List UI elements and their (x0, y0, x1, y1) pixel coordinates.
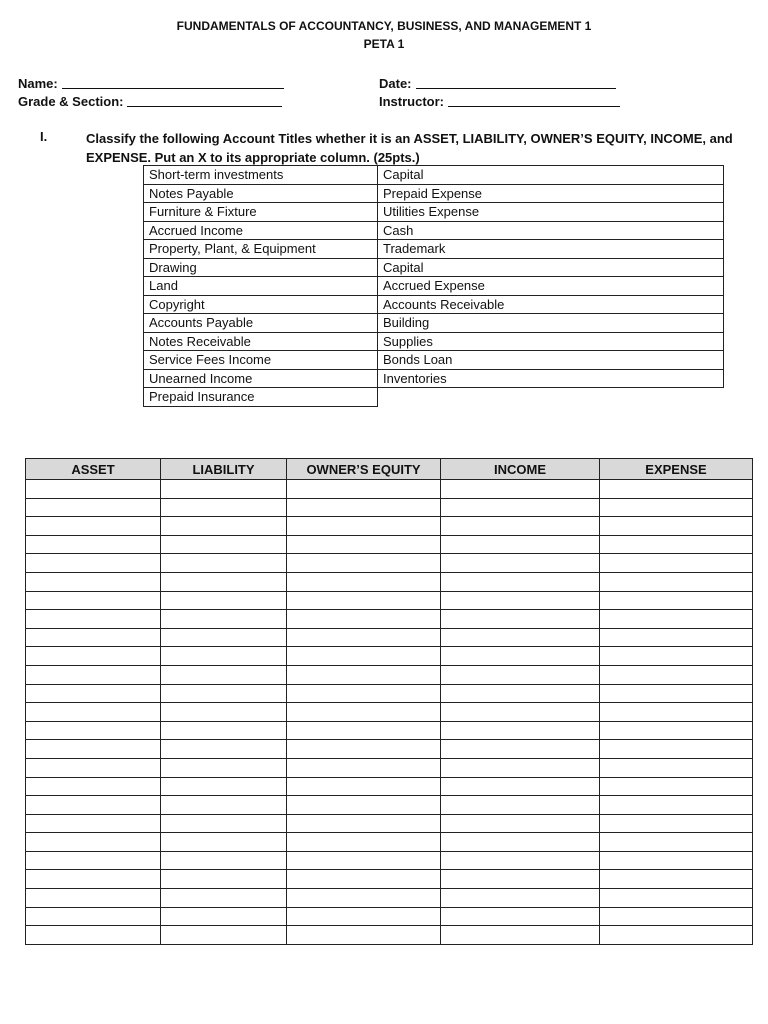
answer-row (26, 777, 753, 796)
answer-cell[interactable] (600, 554, 753, 573)
answer-cell[interactable] (287, 851, 441, 870)
answer-cell[interactable] (441, 610, 600, 629)
answer-cell[interactable] (441, 721, 600, 740)
answer-cell[interactable] (287, 610, 441, 629)
answer-cell[interactable] (161, 684, 287, 703)
account-titles-row (144, 314, 724, 333)
account-title-cell: Utilities Expense (378, 203, 724, 222)
instruction-number: I. (40, 129, 48, 144)
name-field[interactable] (18, 76, 284, 91)
account-titles-row (144, 221, 724, 240)
answer-cell[interactable] (441, 480, 600, 499)
instruction-text: Classify the following Account Titles whether it is an ASSET, LIABILITY, OWNER’S EQUITY, INCOME, and EXPENSE. Put an X to its appropriate column. (25pts.) (86, 131, 733, 165)
column-header: ASSET (26, 459, 161, 480)
answer-cell[interactable] (441, 572, 600, 591)
answer-cell[interactable] (600, 572, 753, 591)
answer-row (26, 926, 753, 945)
answer-row (26, 889, 753, 908)
classification-answer-table (25, 458, 753, 945)
account-title-cell: Property, Plant, & Equipment (144, 240, 378, 259)
answer-cell[interactable] (26, 703, 161, 722)
answer-cell[interactable] (287, 814, 441, 833)
answer-cell[interactable] (26, 498, 161, 517)
answer-cell[interactable] (287, 591, 441, 610)
answer-cell[interactable] (161, 870, 287, 889)
answer-row (26, 703, 753, 722)
account-title-cell: Accounts Receivable (378, 295, 724, 314)
date-blank-line[interactable] (416, 76, 616, 89)
answer-cell[interactable] (161, 665, 287, 684)
answer-row (26, 907, 753, 926)
answer-row (26, 628, 753, 647)
account-title-cell: Short-term investments (144, 166, 378, 185)
answer-cell[interactable] (161, 610, 287, 629)
answer-cell[interactable] (161, 796, 287, 815)
answer-cell[interactable] (26, 907, 161, 926)
date-field[interactable] (379, 76, 616, 91)
account-titles-row (144, 351, 724, 370)
answer-row (26, 647, 753, 666)
answer-cell[interactable] (287, 907, 441, 926)
grade-section-field[interactable] (18, 94, 282, 109)
answer-cell[interactable] (287, 665, 441, 684)
answer-cell[interactable] (287, 758, 441, 777)
account-title-cell: Unearned Income (144, 369, 378, 388)
account-titles-row (144, 258, 724, 277)
answer-cell[interactable] (26, 628, 161, 647)
answer-cell[interactable] (161, 480, 287, 499)
answer-cell[interactable] (600, 517, 753, 536)
answer-cell[interactable] (441, 814, 600, 833)
account-titles-row (144, 277, 724, 296)
grade-section-blank-line[interactable] (127, 94, 282, 107)
answer-cell[interactable] (161, 777, 287, 796)
answer-row (26, 572, 753, 591)
account-title-cell: Prepaid Insurance (144, 388, 378, 407)
answer-cell[interactable] (287, 796, 441, 815)
answer-cell[interactable] (441, 851, 600, 870)
account-title-cell: Building (378, 314, 724, 333)
answer-cell[interactable] (600, 591, 753, 610)
answer-cell[interactable] (600, 665, 753, 684)
column-header: OWNER’S EQUITY (287, 459, 441, 480)
answer-cell[interactable] (600, 498, 753, 517)
answer-cell[interactable] (287, 703, 441, 722)
worksheet-subtitle: PETA 1 (363, 37, 405, 51)
answer-cell[interactable] (161, 889, 287, 908)
answer-cell[interactable] (26, 833, 161, 852)
column-header: INCOME (441, 459, 600, 480)
answer-cell[interactable] (161, 814, 287, 833)
answer-cell[interactable] (600, 480, 753, 499)
answer-cell[interactable] (26, 554, 161, 573)
answer-cell[interactable] (441, 535, 600, 554)
answer-cell[interactable] (161, 721, 287, 740)
account-titles-row (144, 240, 724, 259)
account-title-cell: Service Fees Income (144, 351, 378, 370)
answer-cell[interactable] (161, 907, 287, 926)
answer-row (26, 610, 753, 629)
account-title-cell: Notes Payable (144, 184, 378, 203)
account-title-cell: Drawing (144, 258, 378, 277)
account-title-cell: Inventories (378, 369, 724, 388)
answer-cell[interactable] (161, 517, 287, 536)
answer-cell[interactable] (441, 591, 600, 610)
account-title-cell: Capital (378, 166, 724, 185)
answer-row (26, 814, 753, 833)
account-title-cell: Furniture & Fixture (144, 203, 378, 222)
answer-row (26, 480, 753, 499)
answer-cell[interactable] (287, 572, 441, 591)
answer-cell[interactable] (26, 814, 161, 833)
answer-cell[interactable] (600, 833, 753, 852)
answer-cell[interactable] (441, 517, 600, 536)
answer-cell[interactable] (287, 647, 441, 666)
account-title-cell: Cash (378, 221, 724, 240)
instructor-label: Instructor: (379, 94, 444, 109)
date-label: Date: (379, 76, 412, 91)
answer-cell[interactable] (600, 796, 753, 815)
answer-cell[interactable] (441, 684, 600, 703)
account-title-cell: Accrued Expense (378, 277, 724, 296)
answer-cell[interactable] (600, 628, 753, 647)
answer-cell[interactable] (287, 833, 441, 852)
column-header: EXPENSE (600, 459, 753, 480)
answer-cell[interactable] (287, 721, 441, 740)
answer-cell[interactable] (441, 740, 600, 759)
answer-cell[interactable] (26, 535, 161, 554)
answer-cell[interactable] (441, 926, 600, 945)
answer-cell[interactable] (600, 814, 753, 833)
answer-cell[interactable] (161, 572, 287, 591)
answer-cell[interactable] (441, 907, 600, 926)
answer-cell[interactable] (26, 740, 161, 759)
answer-cell[interactable] (287, 684, 441, 703)
account-title-cell: Capital (378, 258, 724, 277)
answer-row (26, 758, 753, 777)
answer-row (26, 554, 753, 573)
answer-cell[interactable] (161, 591, 287, 610)
answer-cell[interactable] (287, 517, 441, 536)
answer-cell[interactable] (161, 535, 287, 554)
answer-row (26, 796, 753, 815)
answer-cell[interactable] (287, 870, 441, 889)
answer-cell[interactable] (441, 703, 600, 722)
answer-cell[interactable] (441, 833, 600, 852)
answer-cell[interactable] (26, 665, 161, 684)
answer-cell[interactable] (161, 758, 287, 777)
answer-cell[interactable] (161, 628, 287, 647)
answer-cell[interactable] (161, 647, 287, 666)
account-title-cell: Accounts Payable (144, 314, 378, 333)
answer-cell[interactable] (441, 889, 600, 908)
answer-row (26, 517, 753, 536)
answer-row (26, 665, 753, 684)
answer-cell[interactable] (26, 684, 161, 703)
answer-row (26, 591, 753, 610)
account-title-cell: Notes Receivable (144, 332, 378, 351)
answer-cell[interactable] (161, 498, 287, 517)
answer-cell[interactable] (600, 740, 753, 759)
account-title-cell (378, 388, 724, 407)
answer-row (26, 721, 753, 740)
answer-cell[interactable] (161, 833, 287, 852)
answer-cell[interactable] (441, 777, 600, 796)
answer-row (26, 870, 753, 889)
answer-cell[interactable] (441, 665, 600, 684)
answer-cell[interactable] (441, 554, 600, 573)
answer-cell[interactable] (287, 926, 441, 945)
answer-cell[interactable] (600, 926, 753, 945)
account-titles-row (144, 203, 724, 222)
account-titles-row (144, 332, 724, 351)
answer-cell[interactable] (600, 703, 753, 722)
account-title-cell: Accrued Income (144, 221, 378, 240)
instructor-field[interactable] (379, 94, 620, 109)
answer-cell[interactable] (26, 721, 161, 740)
answer-cell[interactable] (600, 721, 753, 740)
account-title-cell: Prepaid Expense (378, 184, 724, 203)
answer-cell[interactable] (26, 610, 161, 629)
answer-cell[interactable] (26, 870, 161, 889)
answer-row (26, 740, 753, 759)
answer-cell[interactable] (600, 535, 753, 554)
answer-cell[interactable] (161, 554, 287, 573)
answer-cell[interactable] (600, 758, 753, 777)
answer-cell[interactable] (161, 926, 287, 945)
account-title-cell: Copyright (144, 295, 378, 314)
answer-cell[interactable] (26, 517, 161, 536)
instructor-blank-line[interactable] (448, 94, 620, 107)
grade-section-label: Grade & Section: (18, 94, 124, 109)
answer-cell[interactable] (600, 684, 753, 703)
answer-cell[interactable] (26, 758, 161, 777)
answer-cell[interactable] (26, 591, 161, 610)
answer-row (26, 851, 753, 870)
column-header: LIABILITY (161, 459, 287, 480)
name-label: Name: (18, 76, 58, 91)
answer-cell[interactable] (26, 926, 161, 945)
answer-cell[interactable] (600, 889, 753, 908)
answer-cell[interactable] (600, 870, 753, 889)
answer-row (26, 684, 753, 703)
answer-cell[interactable] (441, 498, 600, 517)
answer-cell[interactable] (441, 758, 600, 777)
answer-row (26, 498, 753, 517)
answer-cell[interactable] (600, 907, 753, 926)
answer-cell[interactable] (26, 777, 161, 796)
answer-cell[interactable] (441, 870, 600, 889)
account-titles-row (144, 184, 724, 203)
account-titles-row (144, 295, 724, 314)
account-title-cell: Supplies (378, 332, 724, 351)
answer-cell[interactable] (26, 889, 161, 908)
answer-cell[interactable] (287, 628, 441, 647)
account-title-cell: Trademark (378, 240, 724, 259)
answer-cell[interactable] (441, 647, 600, 666)
answer-cell[interactable] (26, 796, 161, 815)
answer-cell[interactable] (161, 851, 287, 870)
worksheet-title: FUNDAMENTALS OF ACCOUNTANCY, BUSINESS, AND MANAGEMENT 1 (176, 19, 592, 33)
answer-row (26, 833, 753, 852)
account-titles-row (144, 388, 724, 407)
account-titles-row (144, 166, 724, 185)
answer-cell[interactable] (287, 889, 441, 908)
account-title-cell: Bonds Loan (378, 351, 724, 370)
answer-cell[interactable] (600, 610, 753, 629)
answer-cell[interactable] (161, 740, 287, 759)
answer-cell[interactable] (26, 851, 161, 870)
answer-cell[interactable] (441, 796, 600, 815)
answer-cell[interactable] (287, 498, 441, 517)
answer-cell[interactable] (26, 480, 161, 499)
answer-cell[interactable] (600, 851, 753, 870)
answer-cell[interactable] (26, 572, 161, 591)
answer-cell[interactable] (287, 740, 441, 759)
answer-cell[interactable] (441, 628, 600, 647)
answer-cell[interactable] (600, 647, 753, 666)
answer-cell[interactable] (287, 535, 441, 554)
answer-cell[interactable] (287, 554, 441, 573)
answer-row (26, 535, 753, 554)
answer-cell[interactable] (161, 703, 287, 722)
answer-cell[interactable] (287, 480, 441, 499)
account-titles-table (143, 165, 724, 407)
answer-cell[interactable] (287, 777, 441, 796)
account-titles-row (144, 369, 724, 388)
name-blank-line[interactable] (62, 76, 284, 89)
answer-cell[interactable] (26, 647, 161, 666)
account-title-cell: Land (144, 277, 378, 296)
answer-cell[interactable] (600, 777, 753, 796)
